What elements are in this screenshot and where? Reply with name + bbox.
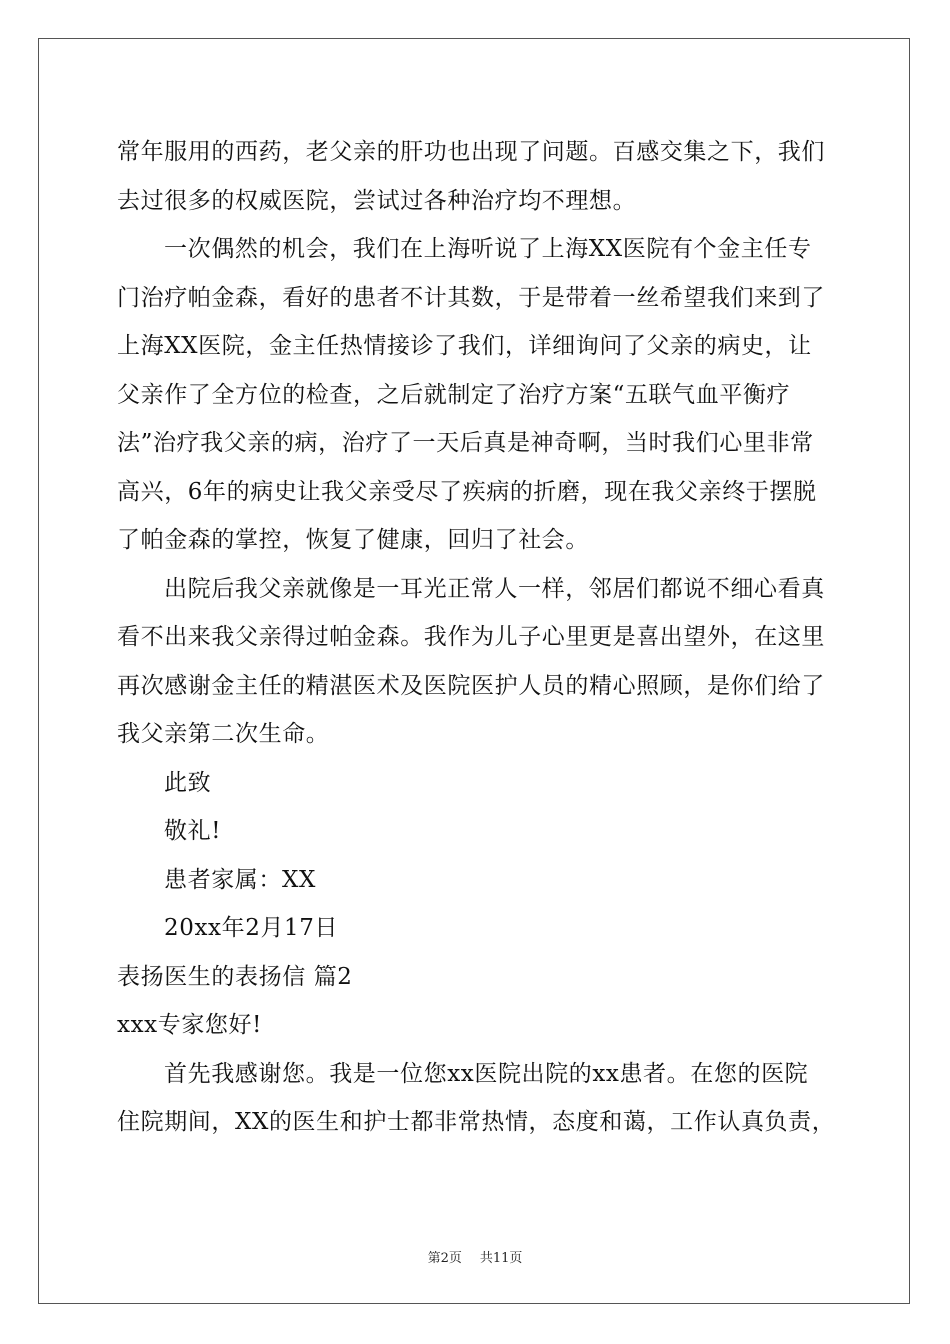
section-heading: 表扬医生的表扬信 篇2 (117, 963, 353, 990)
closing-salutation: 此致 (164, 769, 212, 796)
date-line: 20xx年2月17日 (164, 915, 339, 941)
text-line-4: 门治疗帕金森，看好的患者不计其数，于是带着一丝希望我们来到了 (117, 284, 825, 311)
text-line-7: 法”治疗我父亲的病，治疗了一天后真是神奇啊，当时我们心里非常 (117, 430, 814, 456)
text-line-8: 高兴，6年的病史让我父亲受尽了疾病的折磨，现在我父亲终于摆脱 (117, 478, 817, 505)
text-line-13: 我父亲第二次生命。 (117, 721, 330, 747)
page-footer (0, 1247, 950, 1266)
text-line-9: 了帕金森的掌控，恢复了健康，回归了社会。 (117, 527, 589, 553)
text-line-21: 住院期间，XX的医生和护士都非常热情，态度和蔼，工作认真负责， (117, 1109, 836, 1135)
page-total: 共11页 (479, 1251, 523, 1266)
text-line-12: 再次感谢金主任的精湛医术及医院医护人员的精心照顾，是你们给了 (117, 672, 825, 699)
text-line-5: 上海XX医院，金主任热情接诊了我们，详细询问了父亲的病史，让 (117, 333, 812, 359)
page-number: 第2页 (427, 1251, 462, 1266)
text-line-11: 看不出来我父亲得过帕金森。我作为儿子心里更是喜出望外，在这里 (117, 624, 825, 650)
closing-regards: 敬礼! (164, 818, 222, 844)
signature-line: 患者家属：XX (164, 866, 316, 893)
text-line-1: 常年服用的西药，老父亲的肝功也出现了问题。百感交集之下，我们 (117, 139, 825, 165)
document-body (117, 128, 837, 1147)
text-line-6: 父亲作了全方位的检查，之后就制定了治疗方案“五联气血平衡疗 (117, 381, 791, 408)
text-line-2: 去过很多的权威医院，尝试过各种治疗均不理想。 (117, 187, 637, 214)
greeting-line: xxx专家您好! (117, 1012, 262, 1038)
text-line-10: 出院后我父亲就像是一耳光正常人一样，邻居们都说不细心看真 (164, 575, 825, 602)
text-line-3: 一次偶然的机会，我们在上海听说了上海XX医院有个金主任专 (164, 236, 812, 262)
text-line-20: 首先我感谢您。我是一位您xx医院出院的xx患者。在您的医院 (164, 1060, 809, 1087)
